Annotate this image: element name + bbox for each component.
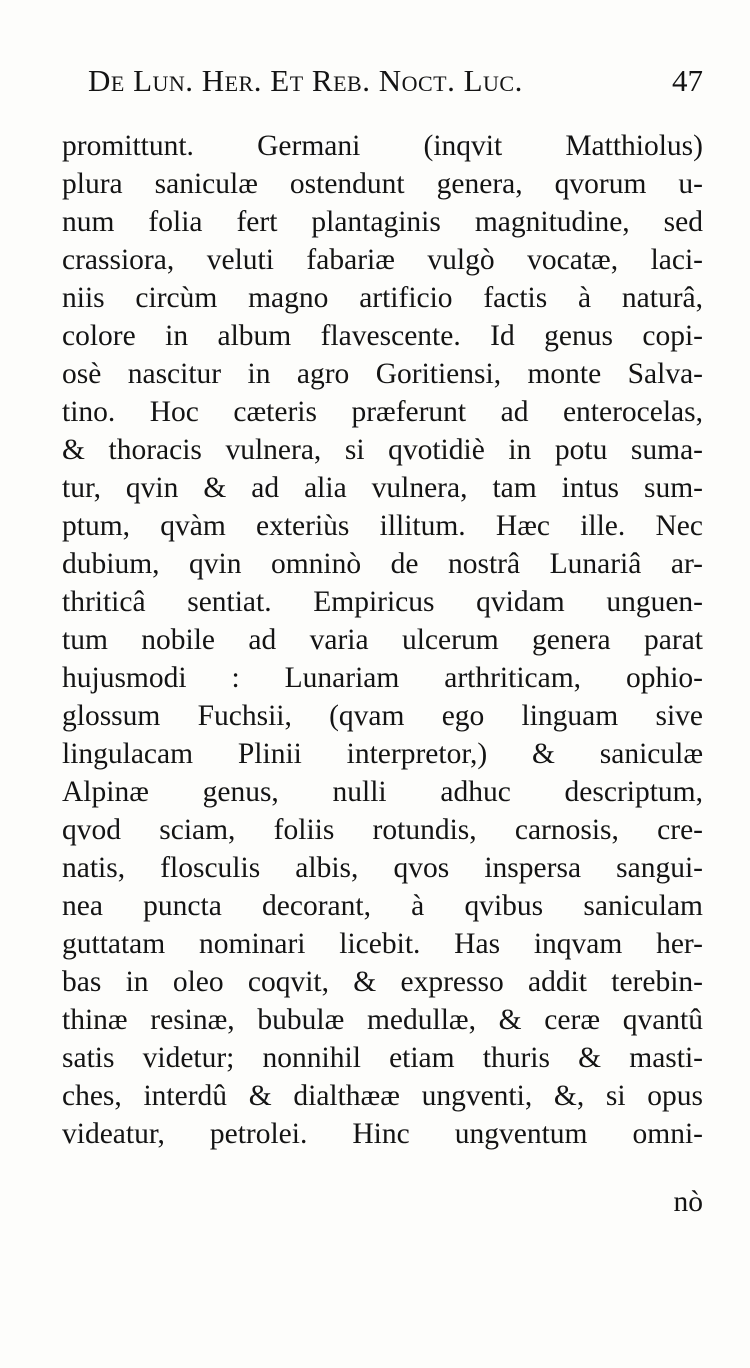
text-line: tur, qvin & ad alia vulnera, tam intus sum- (62, 472, 703, 504)
text-line: plura saniculæ ostendunt genera, qvorum u- (62, 168, 703, 200)
text-line: niis circùm magno artificio factis à naturâ, (62, 282, 703, 314)
text-line: hujusmodi : Lunariam arthriticam, ophio- (62, 662, 703, 694)
text-line: osè nascitur in agro Goritiensi, monte Salva- (62, 358, 703, 390)
text-line: tino. Hoc cæteris præferunt ad enterocelas, (62, 396, 703, 428)
text-line: num folia fert plantaginis magnitudine, sed (62, 206, 703, 238)
text-line: bas in oleo coqvit, & expresso addit terebin- (62, 966, 703, 998)
running-head: De Lun. Her. Et Reb. Noct. Luc. (88, 63, 523, 98)
text-line: & thoracis vulnera, si qvotidiè in potu suma- (62, 434, 703, 466)
text-line: thriticâ sentiat. Empiricus qvidam unguen- (62, 586, 703, 618)
text-line: promittunt. Germani (inqvit Matthiolus) (62, 130, 703, 162)
page-number: 47 (672, 63, 703, 98)
text-line: Alpinæ genus, nulli adhuc descriptum, (62, 776, 703, 808)
body-text (62, 127, 703, 1153)
text-line: crassiora, veluti fabariæ vulgò vocatæ, laci- (62, 244, 703, 276)
text-line: natis, flosculis albis, qvos inspersa sangui- (62, 852, 703, 884)
text-line: colore in album flavescente. Id genus copi- (62, 320, 703, 352)
text-line: tum nobile ad varia ulcerum genera parat (62, 624, 703, 656)
text-line: guttatam nominari licebit. Has inqvam her- (62, 928, 703, 960)
text-line: ptum, qvàm exteriùs illitum. Hæc ille. Nec (62, 510, 703, 542)
catchword: nò (673, 1186, 703, 1218)
text-line: nea puncta decorant, à qvibus saniculam (62, 890, 703, 922)
text-line: qvod sciam, foliis rotundis, carnosis, cre- (62, 814, 703, 846)
text-line: glossum Fuchsii, (qvam ego linguam sive (62, 700, 703, 732)
text-line: lingulacam Plinii interpretor,) & saniculæ (62, 738, 703, 770)
text-line: ches, interdû & dialthææ ungventi, &, si opus (62, 1080, 703, 1112)
text-line: dubium, qvin omninò de nostrâ Lunariâ ar- (62, 548, 703, 580)
text-line: videatur, petrolei. Hinc ungventum omni- (62, 1118, 703, 1150)
text-line: thinæ resinæ, bubulæ medullæ, & ceræ qvantû (62, 1004, 703, 1036)
text-line: satis videtur; nonnihil etiam thuris & masti- (62, 1042, 703, 1074)
page-header (88, 58, 703, 104)
